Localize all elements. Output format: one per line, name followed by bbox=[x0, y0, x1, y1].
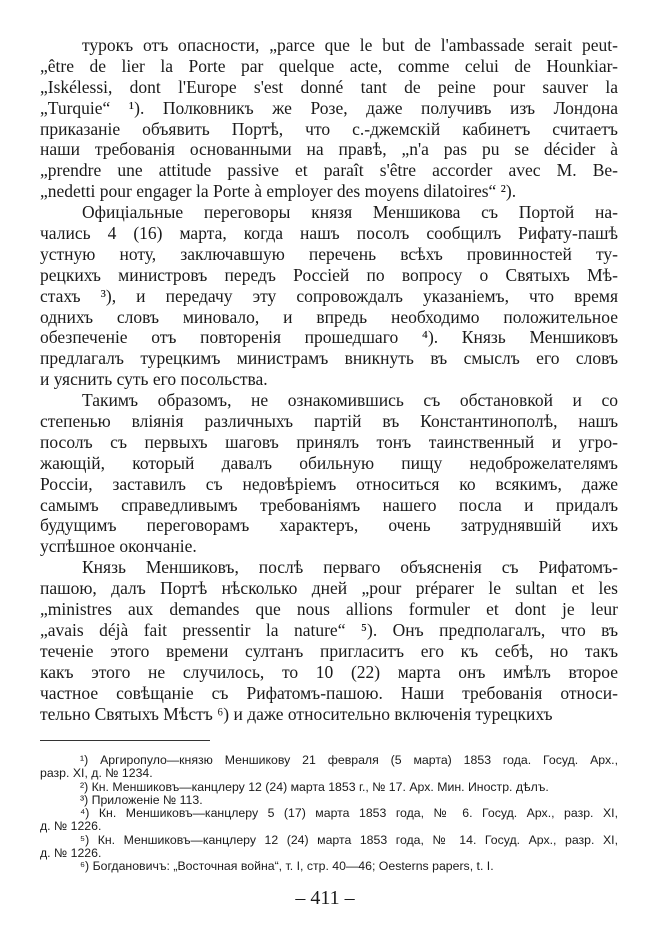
footnote-separator bbox=[40, 740, 210, 741]
text-line: степенью вліянія различныхъ партій въ Константинополѣ, нашъ bbox=[40, 411, 618, 432]
paragraph bbox=[40, 390, 618, 557]
text-line: устную ноту, заключавшую перечень всѣхъ провинностей ту- bbox=[40, 243, 618, 264]
footnotes bbox=[40, 754, 618, 874]
footnote-line: ²) Кн. Меншиковъ—канцлеру 12 (24) марта 1853 г., № 17. Арх. Мин. Иностр. дѣлъ. bbox=[80, 780, 549, 794]
footnote bbox=[40, 794, 618, 807]
text-line: пашою, далъ Портѣ нѣсколько дней „pour préparer le sultan et les bbox=[40, 578, 618, 599]
text-line: стахъ ³), и передачу эту сопровождалъ указаніемъ, что время bbox=[40, 285, 618, 306]
text-line: рецкихъ министровъ передъ Россіей по вопросу о Святыхъ Мѣ- bbox=[40, 264, 618, 285]
text-line: Офиціальные переговоры князя Меншикова съ Портой на- bbox=[82, 202, 618, 223]
footnote-line: ³) Приложеніе № 113. bbox=[80, 793, 203, 807]
text-line: Князь Меншиковъ, послѣ перваго объясненія съ Рифатомъ- bbox=[82, 557, 618, 578]
footnote bbox=[40, 781, 618, 794]
text-line: частное совѣщаніе съ Рифатомъ-пашою. Наши требованія относи- bbox=[40, 682, 618, 703]
text-line: „être de lier la Porte par quelque acte, comme celui de Hounkiar- bbox=[40, 55, 618, 76]
text-line: „prendre une attitude passive et paraît s'être accorder avec M. Be- bbox=[40, 160, 618, 181]
footnote bbox=[40, 807, 618, 834]
text-line: успѣшное окончаніе. bbox=[40, 536, 197, 557]
text-line: жающій, который давалъ обильную пищу недоброжелателямъ bbox=[40, 452, 618, 473]
footnote-line: ⁵) Кн. Меншиковъ—канцлеру 12 (24) марта 1853 года, № 14. Госуд. Арх., разр. XI, bbox=[80, 833, 618, 847]
footnote-line: д. № 1226. bbox=[40, 820, 102, 834]
text-line: чались 4 (16) марта, когда нашъ посолъ сообщилъ Рифату-пашѣ bbox=[40, 223, 618, 244]
text-line: обезпеченіе отъ повторенія прошедшаго ⁴). Князь Меншиковъ bbox=[40, 327, 618, 348]
text-line: приказаніе объявить Портѣ, что с.-джемскій кабинетъ считаетъ bbox=[40, 118, 618, 139]
text-line: Такимъ образомъ, не ознакомившись съ обстановкой и со bbox=[82, 390, 618, 411]
text-line: посолъ съ первыхъ шаговъ принялъ тонъ таинственный и угро- bbox=[40, 431, 618, 452]
footnote bbox=[40, 754, 618, 781]
text-line: самымъ справедливымъ требованіямъ нашего посла и придалъ bbox=[40, 494, 618, 515]
text-line: „Turquie“ ¹). Полковникъ же Розе, даже получивъ изъ Лондона bbox=[40, 97, 618, 118]
paragraph bbox=[40, 202, 618, 390]
footnote-line: разр. XI, д. № 1234. bbox=[40, 767, 153, 781]
text-line: теченіе этого времени султанъ пригласитъ его къ себѣ, но такъ bbox=[40, 640, 618, 661]
footnote-line: ¹) Аргиропуло—князю Меншикову 21 февраля (5 марта) 1853 года. Госуд. Арх., bbox=[80, 754, 618, 767]
text-line: однихъ словъ миновало, и впредь необходимо положительное bbox=[40, 306, 618, 327]
text-line: „ministres aux demandes que nous allions formuler et dont je leur bbox=[40, 599, 618, 620]
footnote-line: ⁴) Кн. Меншиковъ—канцлеру 5 (17) марта 1853 года, № 6. Госуд. Арх., разр. XI, bbox=[80, 807, 618, 821]
text-line: „nedetti pour engager la Porte à employer des moyens dilatoires“ ²). bbox=[40, 181, 517, 202]
footnote-line: д. № 1226. bbox=[40, 847, 102, 861]
text-line: наши требованія основанными на правѣ, „n'a pas pu se décider à bbox=[40, 139, 618, 160]
text-line: турокъ отъ опасности, „parce que le but de l'ambassade serait peut- bbox=[82, 35, 618, 55]
body-text bbox=[40, 35, 618, 724]
footnote bbox=[40, 860, 618, 873]
text-line: и уяснить суть его посольства. bbox=[40, 369, 268, 390]
footnote bbox=[40, 834, 618, 861]
text-line: предлагалъ турецкимъ министрамъ вникнуть въ смыслъ его словъ bbox=[40, 348, 618, 369]
paragraph bbox=[40, 35, 618, 202]
text-line: какъ этого не случилось, то 10 (22) марта онъ имѣлъ второе bbox=[40, 661, 618, 682]
text-line: „avais déjà fait pressentir la nature“ ⁵). Онъ предполагалъ, что въ bbox=[40, 619, 618, 640]
text-line: „Iskélessi, dont l'Europe s'est donné tant de peine pour sauver la bbox=[40, 76, 618, 97]
text-line: тельно Святыхъ Мѣстъ ⁶) и даже относительно включенія турецкихъ bbox=[40, 703, 553, 724]
page-number: – 411 – bbox=[295, 887, 355, 909]
text-line: Россіи, заставилъ съ недовѣріемъ относиться ко всякимъ, даже bbox=[40, 473, 618, 494]
text-line: будущимъ переговорамъ характеръ, очень затруднявшій ихъ bbox=[40, 515, 618, 536]
footnote-line: ⁶) Богдановичъ: „Восточная война“, т. I, стр. 40—46; Oesterns papers, t. I. bbox=[80, 860, 494, 874]
paragraph bbox=[40, 557, 618, 724]
